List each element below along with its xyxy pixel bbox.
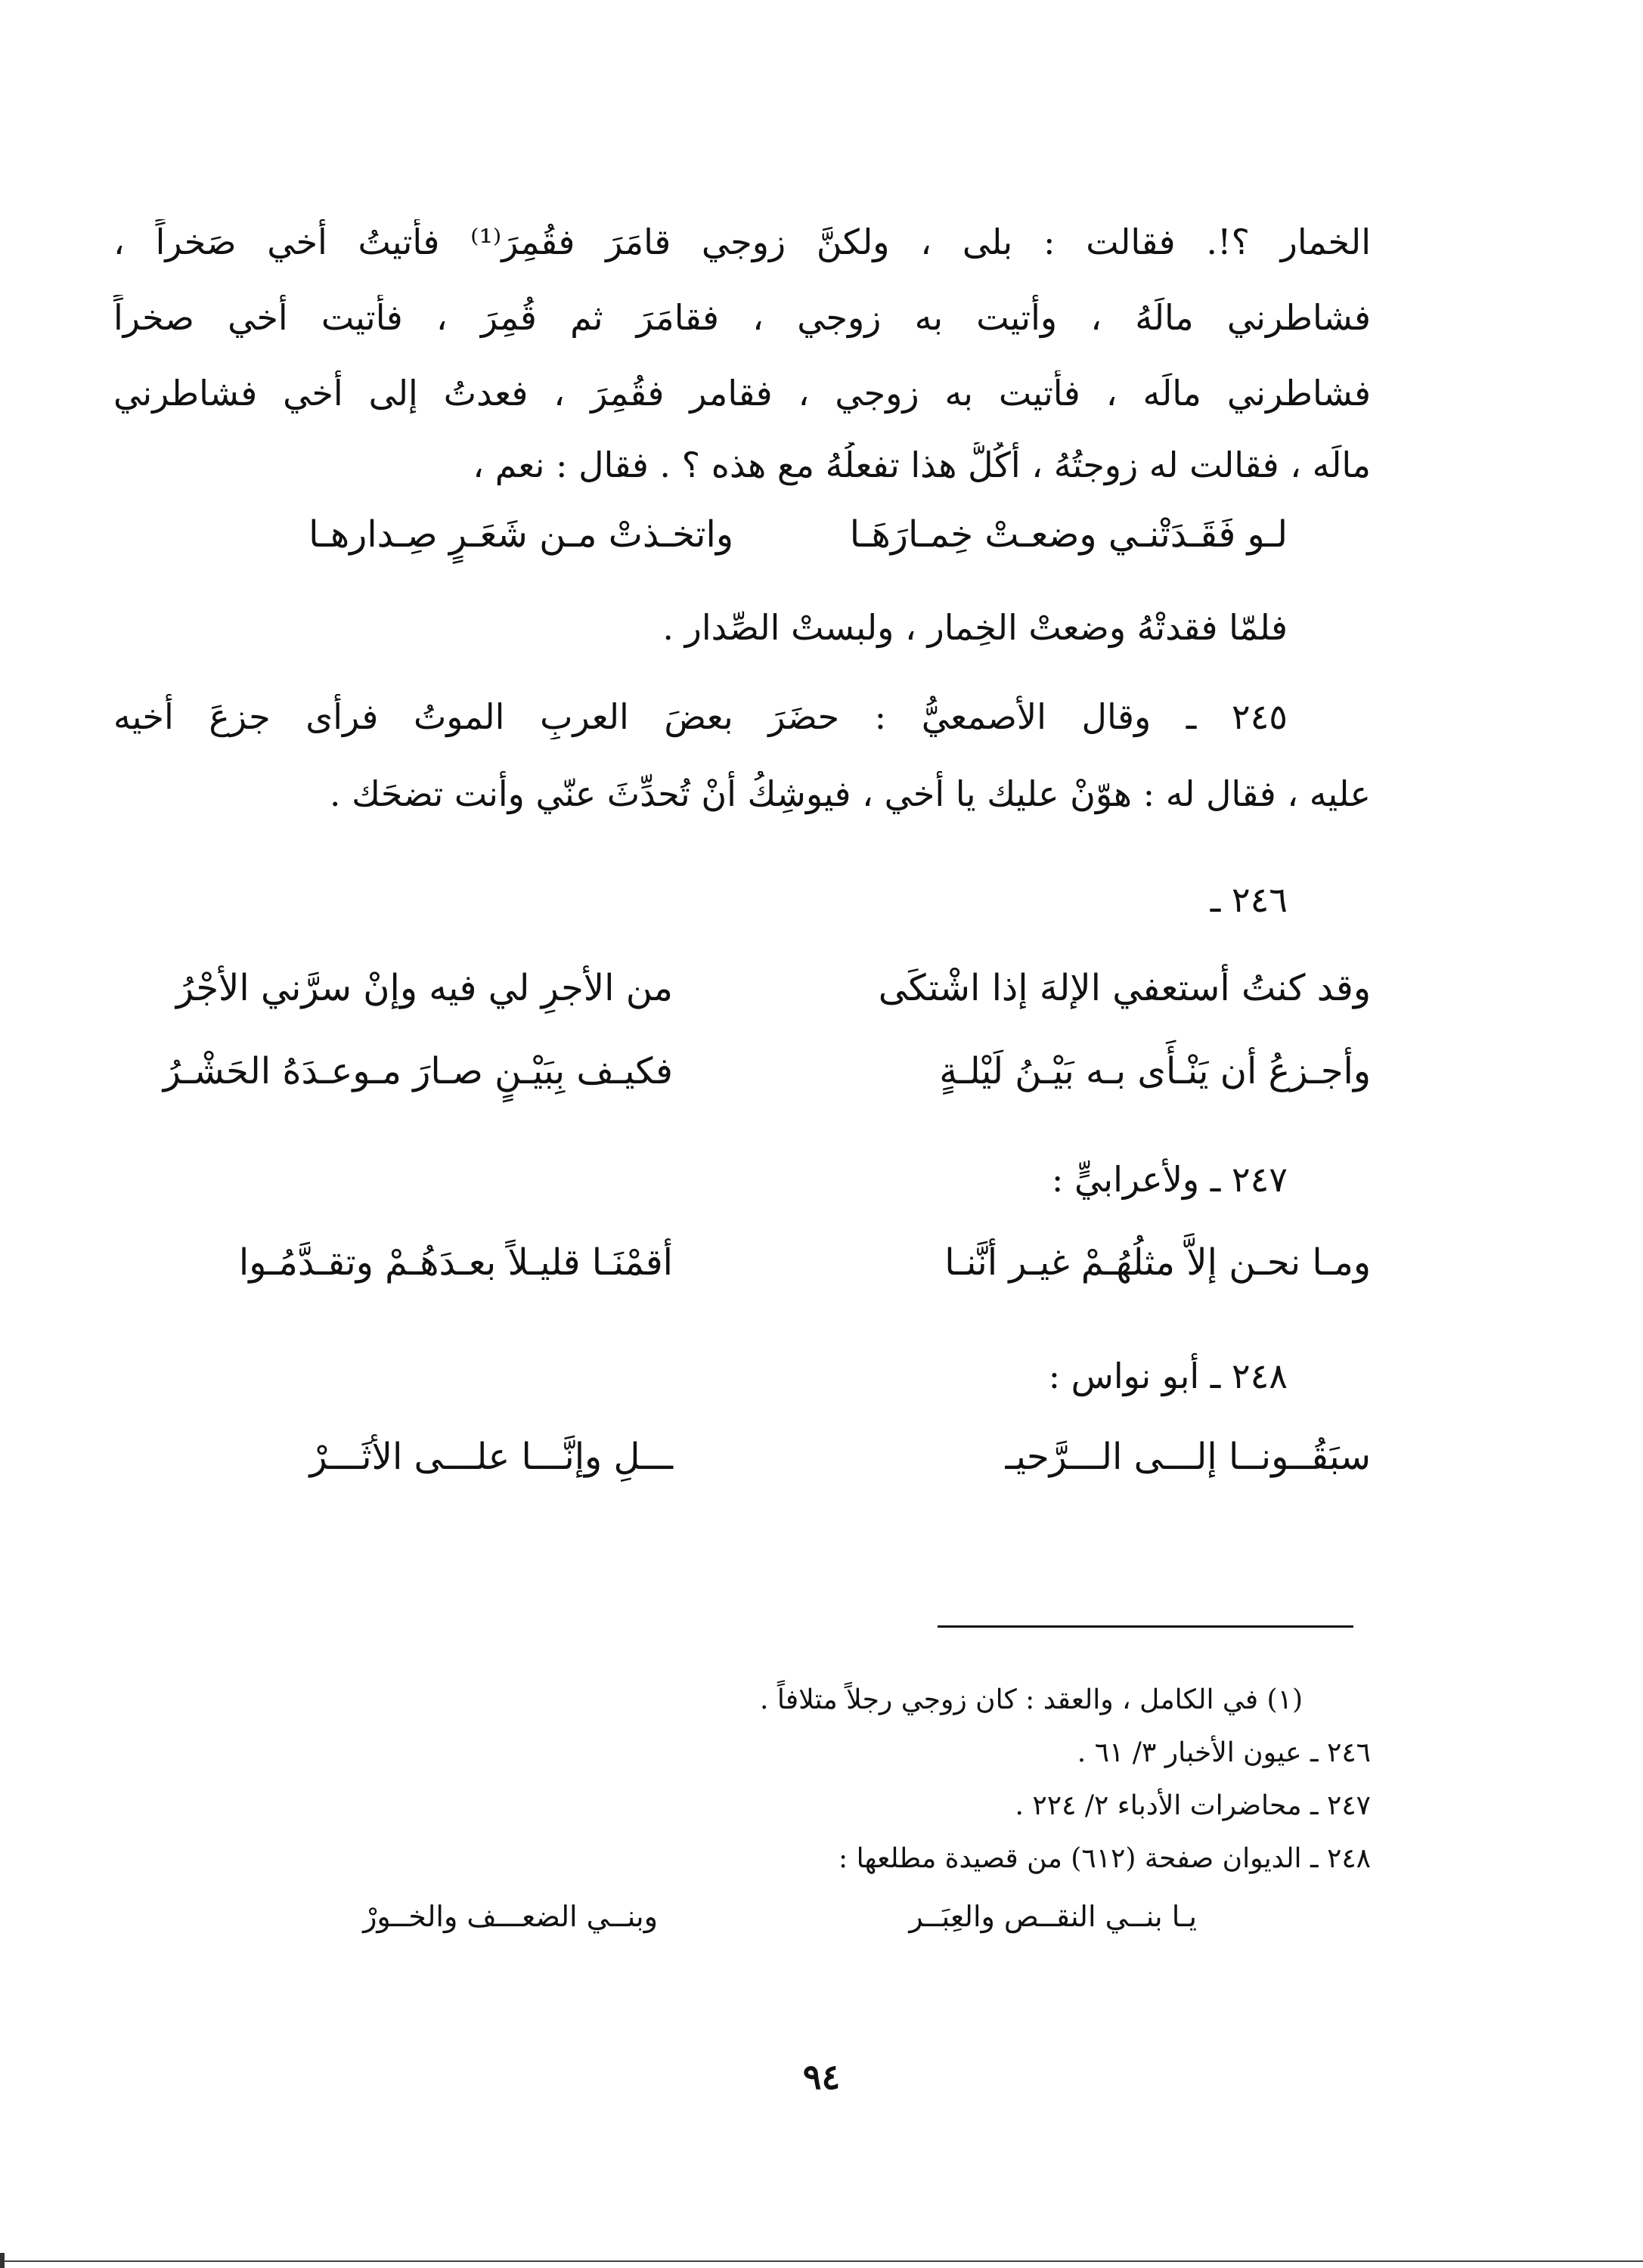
verse-hemistich-right: سبَقُــونــا إلـــى الـــرَّحيـ [1005, 1436, 1371, 1478]
paragraph-line: مالَه ، فقالت له زوجتُهُ ، أكُلُّ هذا تفعلُهُ مع هذه ؟ . فقال : نعم ، [473, 445, 1371, 485]
footnote-divider [938, 1625, 1353, 1628]
paragraph-line: فشاطرني مالَه ، فأتيت به زوجي ، فقامر فقُمِرَ ، فعدتُ إلى أخي فشاطرني [113, 373, 1371, 414]
paragraph-line: فشاطرني مالَهُ ، وأتيت به زوجي ، فقامَرَ ثم قُمِرَ ، فأتيت أخي صخراً [113, 297, 1371, 338]
verse-hemistich-left: من الأجرِ لي فيه وإنْ سرَّني الأجْرُ [175, 967, 673, 1009]
footnote-verse-left: وبنــي الضعـــف والخــورْ [363, 1900, 658, 1933]
footnote-line: ٢٤٨ ـ الديوان صفحة (٦١٢) من قصيدة مطلعها : [839, 1843, 1371, 1874]
paragraph-line: الخمار ؟!. فقالت : بلى ، ولكنَّ زوجي قامَرَ فقُمِرَ⁽¹⁾ فأتيتُ أخي صَخراً ، [113, 222, 1371, 262]
page-number: ٩٤ [802, 2056, 841, 2097]
verse-hemistich-left: أقمْنَـا قليـلاً بعـدَهُـمْ وتقـدَّمُـوا [238, 1241, 673, 1284]
verse-hemistich-right: وقد كنتُ أستعفي الإلهَ إذا اشْتكَى [878, 967, 1371, 1009]
verse-hemistich-right: لـو فَقَـدَتْنـي وضعـتْ خِمـارَهَـا [849, 513, 1288, 556]
paragraph-line: عليه ، فقال له : هوّنْ عليك يا أخي ، فيوشِكُ أنْ تُحدِّثَ عنّي وأنت تضحَك . [329, 773, 1371, 814]
paragraph-line: فلمّا فقدتْهُ وضعتْ الخِمار ، ولبستْ الصِّدار . [662, 607, 1288, 648]
section-heading: ٢٤٨ ـ أبو نواس : [1048, 1356, 1288, 1396]
scan-mark [0, 2253, 5, 2268]
footnote-line: ٢٤٧ ـ محاضرات الأدباء ٢/ ٢٢٤ . [1015, 1790, 1371, 1821]
verse-hemistich-left: فكيـف بِبَيْـنٍ صـارَ مـوعـدَهُ الحَشْـرُ [163, 1050, 673, 1092]
section-heading: ٢٤٧ ـ ولأعرابيٍّ : [1051, 1159, 1288, 1200]
verse-hemistich-right: وأجـزعُ أن يَنْـأَى بـه بَيْـنُ لَيْلـةٍ [939, 1050, 1371, 1092]
footnote-line: ٢٤٦ ـ عيون الأخبار ٣/ ٦١ . [1077, 1737, 1371, 1768]
verse-hemistich-right: ومـا نحـن إلاَّ مثلُهُـمْ غيـر أنَّنـا [944, 1241, 1371, 1284]
scan-border [0, 2260, 1643, 2262]
section-number: ٢٤٦ ـ [1210, 879, 1288, 920]
verse-hemistich-left: ـــلِ وإنَّـــا علـــى الأثَـــرْ [309, 1436, 673, 1478]
verse-hemistich-left: واتخـذتْ مـن شَعَـرٍ صِـدارهـا [308, 513, 733, 556]
footnote-line: (١) في الكامل ، والعقد : كان زوجي رجلاً متلافاً . [760, 1684, 1303, 1715]
footnote-verse-right: يـا بنــي النقــص والعِبَــر [909, 1900, 1197, 1933]
paragraph-line: ٢٤٥ ـ وقال الأصمعيُّ : حضَرَ بعضَ العربِ الموتُ فرأى جزعَ أخيه [113, 696, 1288, 737]
